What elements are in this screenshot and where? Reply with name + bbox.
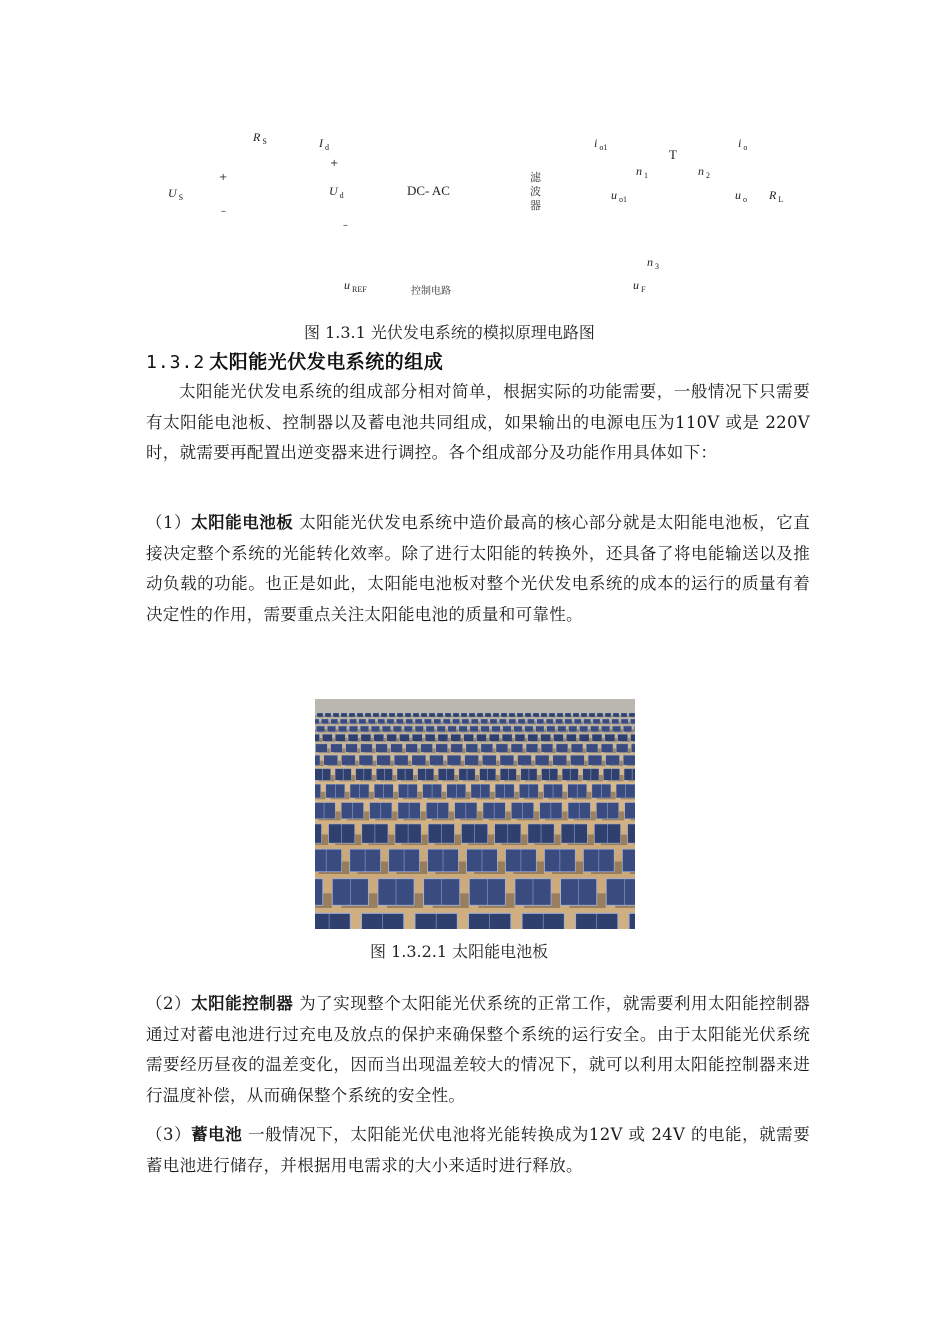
figure-caption: 图 1.3.2.1 太阳能电池板 [370,942,549,961]
dc-ac-block: DC- AC [407,183,450,198]
intro-paragraph: 太阳能光伏发电系统的组成部分相对简单，根据实际的功能需要，一般情况下只需要有太阳能电池板、控制器以及蓄电池共同组成，如果输出的电源电压为110V 或是 220V 时，就需要再配置出逆变器来进行调控。各个组成部分及功能作用具体如下： [146,382,810,462]
term-solar-panel: 太阳能电池板 [191,513,294,532]
paragraph-solar-panel: （1）太阳能电池板 太阳能光伏发电系统中造价最高的核心部分就是太阳能电池板，它直接决定整个系统的光能转化效率。除了进行太阳能的转换外，还具备了将电能输送以及推动负载的功能。也正是如此，太阳能电池板对整个光伏发电系统的成本的运行的质量有着决定性的作用，需要重点关注太阳能电池的质量和可靠性。 [146,513,810,624]
transformer-label: T [669,147,677,162]
label-io1: i $_{o1}$ [594,136,608,152]
section-title: 太阳能光伏发电系统的组成 [209,351,444,373]
label-uref: u $_{REF}$ [344,278,367,294]
label-uo1: u $_{o1}$ [611,188,627,204]
label-rl: R $_L$ [769,188,784,204]
diagram-caption: 图 1.3.1 光伏发电系统的模拟原理电路图 [304,323,595,342]
control-circuit-block: 控制电路 [411,286,451,297]
minus-sign-ud: – [343,220,348,231]
label-n3: n $_3$ [647,255,659,271]
solar-panel-photo [315,699,635,929]
label-n2: n $_2$ [698,164,710,180]
minus-sign-us: – [221,206,226,217]
circuit-diagram [150,120,810,310]
label-io: i $_o$ [738,136,748,152]
label-uf: u $_F$ [633,278,646,294]
section-heading [146,347,443,374]
section-number: 1.3.2 [146,352,206,373]
label-uo: u $_o$ [735,188,747,204]
label-ud: U $_d$ [329,184,344,200]
label-n1: n $_1$ [636,164,648,180]
filter-block: 滤波器 [530,171,541,212]
label-id: I $_d$ [319,136,329,152]
paragraph-controller: （2）太阳能控制器 为了实现整个太阳能光伏系统的正常工作，就需要利用太阳能控制器通过对蓄电池进行过充电及放点的保护来确保整个系统的运行安全。由于太阳能光伏系统需要经历昼夜的温差变化，因而当出现温差较大的情况下，就可以利用太阳能控制器来进行温度补偿，从而确保整个系统的安全性。 [146,994,810,1105]
paragraph-battery: （3）蓄电池 一般情况下，太阳能光伏电池将光能转换成为12V 或 24V 的电能，就需要蓄电池进行储存，并根据用电需求的大小来适时进行释放。 [146,1125,811,1175]
term-controller: 太阳能控制器 [191,994,294,1013]
term-battery: 蓄电池 [191,1125,243,1144]
plus-sign-ud: + [330,158,339,169]
label-rs: R $_S$ [253,130,267,146]
label-us: U $_S$ [168,186,184,202]
plus-sign-us: + [219,172,228,183]
